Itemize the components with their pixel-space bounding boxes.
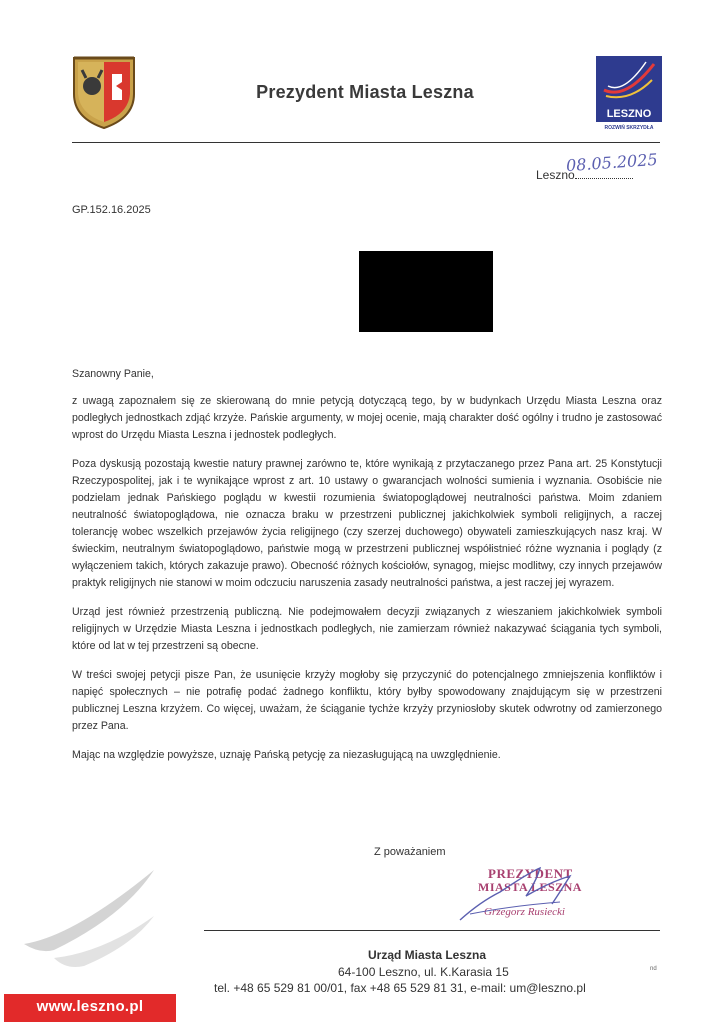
- date-place: Leszno: [536, 168, 575, 182]
- paragraph: Poza dyskusją pozostają kwestie natury prawnej zarówno te, które wynikają z przytaczanego przez Pana art. 25 Konstytucji Rzeczypospolitej, jak i te wynikające wprost z art. 10 ustawy o gwarancjach wolności sumienia i wyznania. Osobiście nie podzielam jednak Pańskiego poglądu w kwestii rozumienia światopoglądowej neutralności państwa. Moim zdaniem neutralność światopoglądowa, nie oznacza braku w przestrzeni publicznej jakichkolwiek symboli religijnych, a raczej tolerancję wobec wszelkich przejawów życia religijnego (czy szerzej duchowego) obywateli zamieszkujących nasz kraj. W świeckim, neutralnym światopoglądowo, państwie mogą w przestrzeni publicznej współistnieć różne wyznania i poglądy (z wyłączeniem takich, których zakazuje prawo). Obecność różnych kościołów, synagog, miejsc modlitwy, czy innych przejawów praktyk religijnych nie stanowi w moim odczuciu naruszenia zasady neutralności państwa, a jest raczej jej wyrazem.: [72, 458, 662, 589]
- signature-icon: [440, 862, 620, 924]
- paragraph: z uwagą zapoznałem się ze skierowaną do mnie petycją dotyczącą tego, by w budynkach Urzędu Miasta Leszna oraz podległych jednostkach zdjąć krzyże. Pańskie argumenty, w mojej ocenie, mają charakter dość ogólny i trudno je zastosować wprost do Urzędu Miasta Leszna i jednostek podległych.: [72, 395, 662, 441]
- footer-divider: [204, 930, 660, 931]
- letter-body: [72, 366, 662, 776]
- paragraph: W treści swojej petycji pisze Pan, że usunięcie krzyży mogłoby się przyczynić do potencjalnego zmniejszenia konfliktów i napięć społecznych – nie potrafię podać żadnego konfliktu, który byłby spowodowany znajdującym się w przestrzeni publicznej Leszna krzyżem. Co więcej, uważam, że ściąganie tychże krzyży przyniosłoby skutek odwrotny od zamierzonego przez Pana.: [72, 669, 662, 732]
- stamp-name: Grzegorz Rusiecki: [484, 906, 565, 918]
- footer-address: 64-100 Leszno, ul. K.Karasia 15: [338, 965, 509, 979]
- header-divider: [72, 142, 660, 143]
- page-title: Prezydent Miasta Leszna: [256, 82, 474, 102]
- footer-office: Urząd Miasta Leszna: [368, 948, 487, 962]
- paragraph: Urząd jest również przestrzenią publiczną. Nie podejmowałem decyzji związanych z wieszaniem jakichkolwiek symboli religijnych w Urzędzie Miasta Leszna i jednostkach podległych, nie zamierzam również nakazywać ściągania tych symboli, które od lat w tej przestrzeni są obecne.: [72, 606, 662, 652]
- footer-mark: nd: [650, 966, 657, 972]
- reference-number: GP.152.16.2025: [72, 204, 151, 216]
- wing-swoosh-icon: [14, 866, 164, 976]
- logo-tagline: ROZWIŃ SKRZYDŁA: [604, 125, 654, 131]
- website-link[interactable]: www.leszno.pl: [36, 998, 144, 1015]
- salutation: Szanowny Panie,: [72, 368, 154, 380]
- footer-contact: tel. +48 65 529 81 00/01, fax +48 65 529 81 31, e-mail: um@leszno.pl: [214, 981, 586, 995]
- closing-phrase: Z poważaniem: [374, 846, 446, 858]
- redacted-address-block: [359, 251, 493, 332]
- handwritten-date: 08.05.2025: [565, 149, 659, 176]
- logo-text: LESZNO: [606, 108, 652, 120]
- stamp-line-2: MIASTA LESZNA: [478, 880, 582, 894]
- paragraph: Mając na względzie powyższe, uznaję Pańską petycję za niezasługującą na uwzględnienie.: [72, 749, 501, 761]
- coat-of-arms-icon: [68, 52, 140, 130]
- stamp-line-1: PREZYDENT: [488, 866, 573, 881]
- leszno-logo-icon: [596, 56, 662, 132]
